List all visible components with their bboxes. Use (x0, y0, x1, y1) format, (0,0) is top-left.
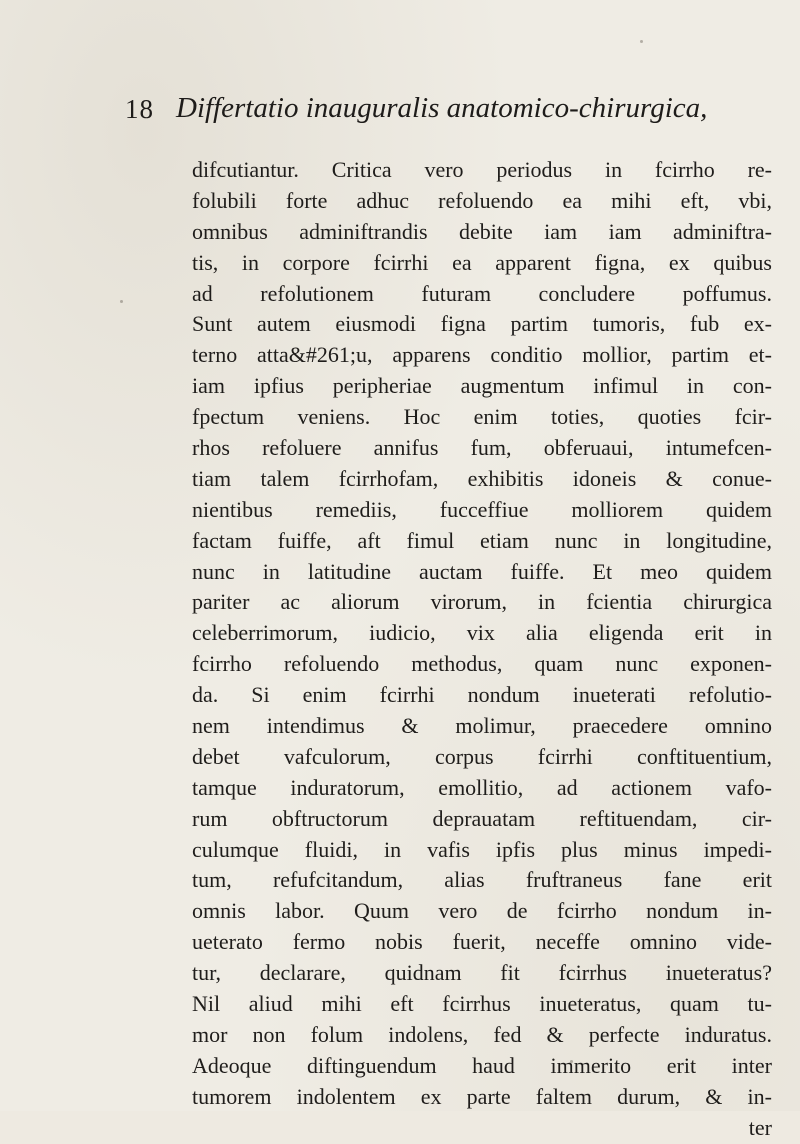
text-line: pariter ac aliorum virorum, in fcientia chirurgica (192, 589, 772, 615)
page-header (125, 92, 785, 132)
text-line: ueterato fermo nobis fuerit, neceffe omnino vide- (192, 929, 772, 955)
text-line: nientibus remediis, fucceffiue molliorem quidem (192, 496, 772, 522)
text-line: fcirrho refoluendo methodus, quam nunc exponen- (192, 651, 772, 677)
text-line: fpectum veniens. Hoc enim toties, quoties fcir- (192, 404, 772, 430)
text-line: tamque induratorum, emollitio, ad actionem vafo- (192, 774, 772, 800)
text-line: omnibus adminiftrandis debite iam iam adminiftra- (192, 218, 772, 244)
text-line: celeberrimorum, iudicio, vix alia eligenda erit in (192, 620, 772, 646)
text-line: ter (748, 1114, 772, 1140)
page-number: 18 (125, 94, 154, 124)
paper-speck (640, 40, 643, 43)
text-line: nunc in latitudine auctam fuiffe. Et meo quidem (192, 558, 772, 584)
text-line: nem intendimus & molimur, praecedere omnino (192, 713, 772, 739)
text-line: Nil aliud mihi eft fcirrhus inueteratus, quam tu- (192, 991, 772, 1017)
text-line: debet vafculorum, corpus fcirrhi conftituentium, (192, 743, 772, 769)
text-line: rhos refoluere annifus fum, obferuaui, intumefcen- (192, 435, 772, 461)
text-line: tumorem indolentem ex parte faltem durum, & in- (192, 1083, 772, 1109)
text-line: Sunt autem eiusmodi figna partim tumoris, fub ex- (192, 311, 772, 337)
text-line: mor non folum indolens, fed & perfecte induratus. (192, 1021, 772, 1047)
text-line: ad refolutionem futuram concludere poffumus. (192, 280, 772, 306)
text-line: terno atta&#261;u, apparens conditio mollior, partim et- (192, 342, 772, 368)
text-line: culumque fluidi, in vafis ipfis plus minus impedi- (192, 836, 772, 862)
paper-speck (570, 1060, 573, 1063)
text-line: omnis labor. Quum vero de fcirrho nondum in- (192, 898, 772, 924)
text-line: tiam talem fcirrhofam, exhibitis idoneis & conue- (192, 465, 772, 491)
running-title: Differtatio inauguralis anatomico-chirurgica, (176, 92, 708, 124)
text-line: factam fuiffe, aft fimul etiam nunc in longitudine, (192, 527, 772, 553)
body-text (192, 155, 772, 1144)
text-line: da. Si enim fcirrhi nondum inueterati refolutio- (192, 682, 772, 708)
text-line: tis, in corpore fcirrhi ea apparent figna, ex quibus (192, 249, 772, 275)
text-line: tum, refufcitandum, alias fruftraneus fane erit (192, 867, 772, 893)
text-line: Adeoque diftinguendum haud immerito erit inter (192, 1052, 772, 1078)
paper-speck (120, 300, 123, 303)
text-line: folubili forte adhuc refoluendo ea mihi eft, vbi, (192, 187, 772, 213)
text-line: iam ipfius peripheriae augmentum infimul in con- (192, 373, 772, 399)
text-line: difcutiantur. Critica vero periodus in fcirrho re- (192, 157, 772, 182)
text-line: rum obftructorum deprauatam reftituendam, cir- (192, 805, 772, 831)
text-line: tur, declarare, quidnam fit fcirrhus inueteratus? (192, 960, 772, 986)
